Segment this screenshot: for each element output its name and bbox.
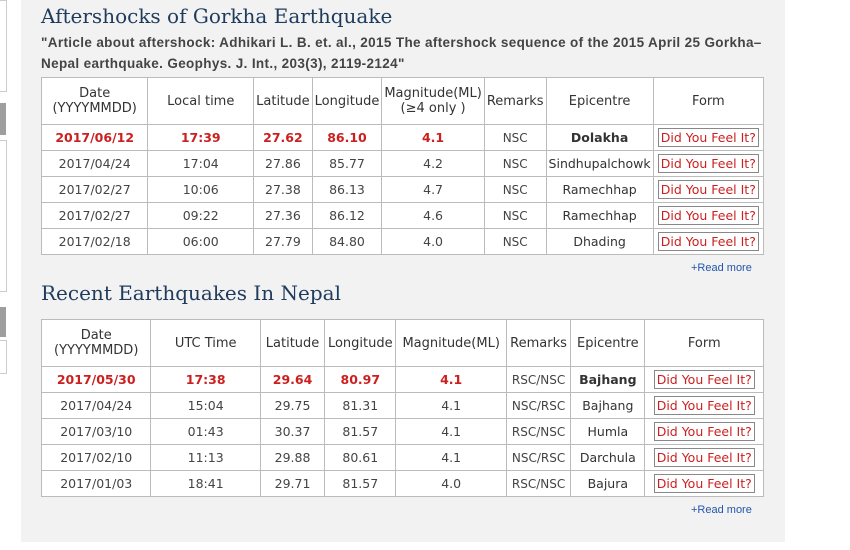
side-widget-box: [0, 140, 7, 292]
did-you-feel-it-button[interactable]: Did You Feel It?: [654, 474, 755, 493]
table-row: [42, 445, 764, 471]
header-local-time: Local time: [148, 78, 254, 125]
side-widget-box: [0, 0, 7, 92]
table-row: [42, 203, 764, 229]
header-longitude: Longitude: [312, 78, 382, 125]
cell-latitude: 27.79: [254, 229, 313, 255]
cell-form: [653, 203, 763, 229]
cell-longitude: 85.77: [312, 151, 382, 177]
cell-magnitude: 4.7: [382, 177, 484, 203]
cell-latitude: 29.88: [260, 445, 324, 471]
did-you-feel-it-button[interactable]: Did You Feel It?: [654, 422, 755, 441]
cell-form: [653, 229, 763, 255]
cell-date: 2017/05/30: [42, 367, 151, 393]
header-latitude: Latitude: [254, 78, 313, 125]
header-date: Date (YYYYMMDD): [42, 320, 151, 367]
table-row: [42, 471, 764, 497]
table-header-row: [42, 78, 764, 125]
cell-longitude: 81.57: [325, 419, 396, 445]
cell-time: 15:04: [151, 393, 260, 419]
did-you-feel-it-button[interactable]: Did You Feel It?: [654, 448, 755, 467]
cell-magnitude: 4.2: [382, 151, 484, 177]
aftershocks-read-more-link[interactable]: +Read more: [691, 262, 752, 274]
table-row: [42, 151, 764, 177]
cell-time: 11:13: [151, 445, 260, 471]
cell-longitude: 81.57: [325, 471, 396, 497]
cell-remarks: NSC: [484, 177, 546, 203]
header-date: Date (YYYYMMDD): [42, 78, 148, 125]
cell-latitude: 29.75: [260, 393, 324, 419]
header-magnitude: Magnitude(ML) (≥4 only ): [382, 78, 484, 125]
cell-time: 17:39: [148, 125, 254, 151]
cell-latitude: 29.71: [260, 471, 324, 497]
cell-epicentre: Ramechhap: [546, 177, 653, 203]
did-you-feel-it-button[interactable]: Did You Feel It?: [658, 128, 759, 147]
side-widget-tab[interactable]: [0, 103, 6, 135]
cell-form: [653, 151, 763, 177]
cell-remarks: NSC/RSC: [506, 445, 570, 471]
table-row: [42, 125, 764, 151]
cell-remarks: NSC: [484, 151, 546, 177]
table-row: [42, 229, 764, 255]
cell-magnitude: 4.0: [396, 471, 506, 497]
cell-longitude: 80.61: [325, 445, 396, 471]
cell-remarks: RSC/NSC: [506, 367, 570, 393]
cell-remarks: RSC/NSC: [506, 419, 570, 445]
cell-magnitude: 4.1: [396, 393, 506, 419]
table-row: [42, 393, 764, 419]
cell-form: [653, 177, 763, 203]
cell-epicentre: Darchula: [571, 445, 645, 471]
cell-form: [645, 445, 764, 471]
header-epicentre: Epicentre: [571, 320, 645, 367]
cell-magnitude: 4.1: [396, 367, 506, 393]
cell-latitude: 27.38: [254, 177, 313, 203]
cell-date: 2017/06/12: [42, 125, 148, 151]
cell-longitude: 80.97: [325, 367, 396, 393]
header-remarks: Remarks: [484, 78, 546, 125]
header-latitude: Latitude: [260, 320, 324, 367]
table-row: [42, 177, 764, 203]
cell-epicentre: Dolakha: [546, 125, 653, 151]
cell-time: 01:43: [151, 419, 260, 445]
cell-latitude: 27.86: [254, 151, 313, 177]
header-magnitude: Magnitude(ML): [396, 320, 506, 367]
table-row: [42, 419, 764, 445]
cell-form: [645, 419, 764, 445]
header-epicentre: Epicentre: [546, 78, 653, 125]
cell-date: 2017/02/18: [42, 229, 148, 255]
did-you-feel-it-button[interactable]: Did You Feel It?: [658, 180, 759, 199]
table-header-row: [42, 320, 764, 367]
header-form: Form: [653, 78, 763, 125]
cell-epicentre: Ramechhap: [546, 203, 653, 229]
table-row: [42, 367, 764, 393]
cell-remarks: NSC: [484, 203, 546, 229]
cell-time: 09:22: [148, 203, 254, 229]
cell-remarks: NSC: [484, 125, 546, 151]
did-you-feel-it-button[interactable]: Did You Feel It?: [658, 154, 759, 173]
cell-longitude: 84.80: [312, 229, 382, 255]
cell-magnitude: 4.1: [396, 419, 506, 445]
cell-epicentre: Humla: [571, 419, 645, 445]
side-widget-box: [0, 340, 7, 374]
cell-longitude: 86.10: [312, 125, 382, 151]
cell-time: 17:38: [151, 367, 260, 393]
cell-remarks: RSC/NSC: [506, 471, 570, 497]
did-you-feel-it-button[interactable]: Did You Feel It?: [654, 370, 755, 389]
header-utc-time: UTC Time: [151, 320, 260, 367]
aftershocks-title: Aftershocks of Gorkha Earthquake: [41, 4, 393, 28]
header-form: Form: [645, 320, 764, 367]
cell-longitude: 81.31: [325, 393, 396, 419]
cell-time: 17:04: [148, 151, 254, 177]
cell-magnitude: 4.6: [382, 203, 484, 229]
cell-epicentre: Dhading: [546, 229, 653, 255]
cell-time: 06:00: [148, 229, 254, 255]
cell-magnitude: 4.1: [396, 445, 506, 471]
cell-magnitude: 4.0: [382, 229, 484, 255]
cell-date: 2017/03/10: [42, 419, 151, 445]
cell-latitude: 30.37: [260, 419, 324, 445]
cell-epicentre: Bajura: [571, 471, 645, 497]
recent-earthquakes-table: [41, 319, 764, 497]
cell-latitude: 27.36: [254, 203, 313, 229]
cell-date: 2017/02/27: [42, 177, 148, 203]
cell-date: 2017/02/27: [42, 203, 148, 229]
cell-form: [645, 393, 764, 419]
cell-form: [645, 367, 764, 393]
cell-epicentre: Bajhang: [571, 393, 645, 419]
did-you-feel-it-button[interactable]: Did You Feel It?: [658, 206, 759, 225]
cell-time: 10:06: [148, 177, 254, 203]
recent-earthquakes-title: Recent Earthquakes In Nepal: [41, 281, 341, 305]
cell-epicentre: Sindhupalchowk: [546, 151, 653, 177]
cell-form: [645, 471, 764, 497]
cell-longitude: 86.13: [312, 177, 382, 203]
aftershocks-citation: "Article about aftershock: Adhikari L. B. et. al., 2015 The aftershock sequence of the 2015 April 25 Gorkha–Nepal earthquake. Geophys. J. Int., 203(3), 2119-2124": [41, 35, 762, 71]
did-you-feel-it-button[interactable]: Did You Feel It?: [654, 396, 755, 415]
cell-remarks: NSC: [484, 229, 546, 255]
cell-magnitude: 4.1: [382, 125, 484, 151]
cell-time: 18:41: [151, 471, 260, 497]
cell-latitude: 27.62: [254, 125, 313, 151]
cell-date: 2017/02/10: [42, 445, 151, 471]
recent-read-more-link[interactable]: +Read more: [691, 504, 752, 516]
cell-date: 2017/01/03: [42, 471, 151, 497]
cell-longitude: 86.12: [312, 203, 382, 229]
cell-date: 2017/04/24: [42, 151, 148, 177]
cell-form: [653, 125, 763, 151]
aftershocks-table: [41, 77, 764, 255]
side-widget-tab[interactable]: [0, 307, 6, 337]
cell-latitude: 29.64: [260, 367, 324, 393]
cell-date: 2017/04/24: [42, 393, 151, 419]
cell-epicentre: Bajhang: [571, 367, 645, 393]
header-longitude: Longitude: [325, 320, 396, 367]
did-you-feel-it-button[interactable]: Did You Feel It?: [658, 232, 759, 251]
cell-remarks: NSC/RSC: [506, 393, 570, 419]
header-remarks: Remarks: [506, 320, 570, 367]
